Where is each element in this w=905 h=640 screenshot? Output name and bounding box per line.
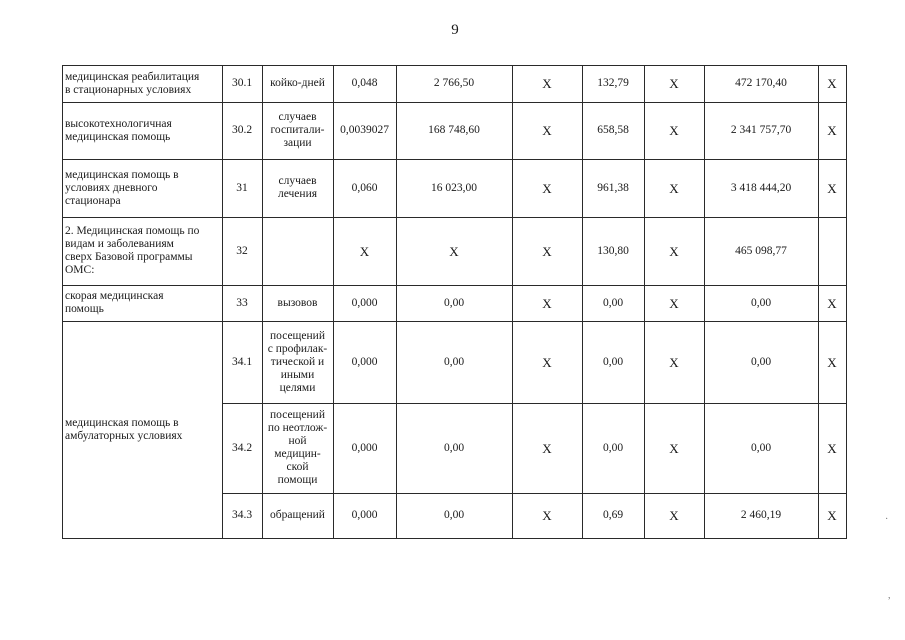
row-unit-cell-line: лечения — [277, 188, 318, 200]
table-vline — [512, 65, 513, 539]
row-c1-cell — [515, 496, 579, 535]
row-cost-cell — [399, 105, 509, 156]
row-unit-cell-line: посещений — [270, 329, 325, 342]
row-c2-cell-line: 0,00 — [602, 355, 624, 368]
table-hline — [62, 102, 847, 103]
row-norm-cell — [336, 162, 393, 214]
row-c3-cell-line: X — [669, 508, 679, 523]
row-cost-cell-line: X — [449, 243, 459, 259]
row-norm-cell-line: 0,000 — [351, 355, 378, 368]
row-c4-cell-line: 0,00 — [750, 296, 772, 309]
table-hline — [62, 159, 847, 160]
row-c1-cell-line: X — [542, 295, 552, 311]
row-norm-cell-line: 0,000 — [351, 441, 378, 454]
row-c2-cell — [585, 288, 641, 318]
row-name-cell-line: помощь — [65, 303, 104, 315]
row-c2-cell-line: 961,38 — [597, 181, 629, 194]
row-unit-cell — [265, 105, 330, 156]
row-unit-cell-line: случаев — [278, 175, 317, 187]
row-c2-cell-line: 658,58 — [597, 124, 629, 136]
row-name-cell-line: стационара — [65, 194, 121, 207]
row-c2-cell — [585, 324, 641, 400]
row-name-cell — [65, 105, 219, 156]
row-unit-cell — [265, 68, 330, 99]
table-hline — [62, 217, 847, 218]
row-norm-cell — [336, 288, 393, 318]
table-vline — [704, 65, 705, 539]
row-name-cell-line: видам и заболеваниям — [65, 238, 174, 250]
row-c5-cell — [821, 288, 843, 318]
data-table — [62, 65, 846, 538]
row-c4-cell — [707, 162, 815, 214]
row-code-cell-line: 33 — [236, 296, 248, 309]
row-c1-cell — [515, 105, 579, 156]
row-cost-cell-line: 16 023,00 — [431, 181, 477, 194]
row-name-cell-line: ОМС: — [65, 264, 95, 276]
row-cost-cell-line: 0,00 — [443, 441, 465, 454]
row-norm-cell-line: 0,048 — [351, 77, 378, 89]
row-cost-cell-line: 0,00 — [443, 509, 465, 521]
scan-mark: , — [888, 590, 891, 601]
row-c5-cell — [821, 68, 843, 99]
table-vline — [846, 65, 847, 539]
row-code-cell-line: 30.2 — [231, 124, 253, 136]
row-norm-cell-line: X — [359, 243, 370, 259]
table-hline — [222, 403, 847, 404]
merged-name-cell-line: медицинская помощь в — [65, 416, 179, 429]
row-c3-cell — [647, 496, 701, 535]
row-name-cell-line: медицинская помощь в — [65, 168, 179, 181]
row-c4-cell — [707, 220, 815, 282]
row-c3-cell — [647, 288, 701, 318]
row-unit-cell — [265, 162, 330, 214]
row-unit-cell-line: койко-дней — [270, 77, 325, 89]
row-unit-cell-line: тической и — [270, 355, 325, 368]
row-norm-cell-line: 0,060 — [351, 181, 378, 194]
table-vline — [62, 65, 63, 539]
row-unit-cell-line: ной — [288, 435, 307, 447]
row-c1-cell-line: X — [542, 440, 552, 456]
row-name-cell — [65, 220, 219, 282]
row-code-cell — [225, 324, 259, 400]
row-c5-cell — [821, 105, 843, 156]
row-c2-cell — [585, 220, 641, 282]
row-c4-cell-line: 472 170,40 — [735, 77, 787, 89]
row-c4-cell — [707, 406, 815, 490]
table-hline — [62, 65, 847, 66]
row-cost-cell-line: 0,00 — [443, 355, 465, 368]
scan-mark: · — [885, 514, 889, 525]
merged-name-cell-line: амбулаторных условиях — [65, 429, 183, 442]
row-code-cell — [225, 162, 259, 214]
row-norm-cell — [336, 406, 393, 490]
row-c4-cell — [707, 288, 815, 318]
row-code-cell — [225, 496, 259, 535]
row-cost-cell — [399, 406, 509, 490]
row-cost-cell — [399, 288, 509, 318]
table-vline — [222, 65, 223, 539]
row-c3-cell — [647, 406, 701, 490]
row-c1-cell-line: X — [542, 508, 552, 523]
row-code-cell-line: 34.3 — [231, 509, 253, 521]
table-vline — [333, 65, 334, 539]
row-name-cell — [65, 288, 219, 318]
row-unit-cell — [265, 406, 330, 490]
table-vline — [582, 65, 583, 539]
row-c2-cell-line: 0,69 — [602, 509, 624, 521]
row-c4-cell-line: 2 341 757,70 — [730, 124, 792, 136]
row-c1-cell-line: X — [542, 243, 552, 259]
row-norm-cell-line: 0,0039027 — [340, 124, 389, 136]
row-c3-cell-line: X — [669, 76, 679, 91]
row-c4-cell — [707, 324, 815, 400]
row-c5-cell-line: X — [827, 295, 837, 311]
row-c3-cell-line: X — [669, 123, 679, 138]
row-c3-cell-line: X — [669, 440, 679, 456]
row-c3-cell-line: X — [669, 295, 679, 311]
row-c4-cell-line: 2 460,19 — [740, 509, 782, 521]
row-name-cell-line: условиях дневного — [65, 181, 158, 194]
row-cost-cell — [399, 162, 509, 214]
row-name-cell-line: 2. Медицинская помощь по — [65, 225, 200, 237]
page-number: 9 — [451, 22, 459, 38]
row-unit-cell-line: случаев — [278, 111, 317, 123]
row-c1-cell — [515, 220, 579, 282]
row-c3-cell-line: X — [669, 243, 679, 259]
row-cost-cell — [399, 324, 509, 400]
row-unit-cell-line: иными — [280, 368, 315, 381]
row-c2-cell — [585, 162, 641, 214]
row-c1-cell — [515, 324, 579, 400]
row-c3-cell — [647, 105, 701, 156]
row-code-cell — [225, 68, 259, 99]
row-c5-cell-line: X — [827, 354, 837, 370]
table-hline — [222, 493, 847, 494]
row-cost-cell — [399, 220, 509, 282]
row-unit-cell-line: целями — [279, 381, 316, 394]
merged-name-cell — [65, 324, 219, 535]
row-c5-cell-line: X — [827, 76, 837, 91]
row-cost-cell — [399, 68, 509, 99]
table-vline — [644, 65, 645, 539]
row-c4-cell — [707, 105, 815, 156]
row-unit-cell — [265, 288, 330, 318]
row-c4-cell-line: 0,00 — [750, 355, 772, 368]
row-unit-cell-line: по неотлож- — [267, 422, 328, 434]
row-c5-cell — [821, 162, 843, 214]
row-c1-cell — [515, 68, 579, 99]
row-c5-cell-line: X — [827, 508, 837, 523]
row-c4-cell — [707, 68, 815, 99]
row-name-cell-line: высокотехнологичная — [65, 117, 172, 130]
row-unit-cell-line: обращений — [270, 509, 325, 521]
row-unit-cell — [265, 496, 330, 535]
row-norm-cell — [336, 220, 393, 282]
row-name-cell-line: скорая медицинская — [65, 290, 164, 302]
row-c3-cell-line: X — [669, 180, 679, 196]
row-name-cell-line: в стационарных условиях — [65, 83, 192, 96]
row-c3-cell — [647, 162, 701, 214]
table-vline — [262, 65, 263, 539]
row-c5-cell — [821, 406, 843, 490]
row-name-cell — [65, 162, 219, 214]
row-cost-cell — [399, 496, 509, 535]
row-cost-cell-line: 2 766,50 — [433, 77, 475, 89]
row-c2-cell-line: 132,79 — [597, 77, 629, 89]
row-c5-cell-line: X — [827, 180, 837, 196]
row-code-cell-line: 32 — [236, 244, 248, 257]
row-name-cell-line: медицинская помощь — [65, 130, 171, 143]
row-c2-cell — [585, 105, 641, 156]
row-unit-cell-line: с профилак- — [267, 342, 328, 355]
row-c1-cell — [515, 288, 579, 318]
row-code-cell — [225, 220, 259, 282]
table-hline — [62, 285, 847, 286]
row-c4-cell-line: 465 098,77 — [735, 244, 787, 257]
row-unit-cell-line: посещений — [270, 409, 325, 421]
row-name-cell-line: сверх Базовой программы — [65, 251, 193, 263]
table-hline — [62, 321, 847, 322]
table-vline — [818, 65, 819, 539]
row-c2-cell-line: 130,80 — [597, 244, 629, 257]
row-name-cell-line: медицинская реабилитация — [65, 70, 200, 83]
row-unit-cell-line: помощи — [277, 474, 318, 486]
row-c2-cell — [585, 406, 641, 490]
row-cost-cell-line: 168 748,60 — [428, 124, 480, 136]
row-norm-cell — [336, 496, 393, 535]
row-c1-cell-line: X — [542, 180, 552, 196]
row-code-cell-line: 30.1 — [231, 77, 253, 89]
row-c2-cell-line: 0,00 — [602, 296, 624, 309]
row-c1-cell-line: X — [542, 76, 552, 91]
row-c1-cell — [515, 406, 579, 490]
row-code-cell-line: 31 — [236, 181, 248, 194]
row-name-cell — [65, 68, 219, 99]
row-norm-cell — [336, 68, 393, 99]
row-norm-cell-line: 0,000 — [351, 296, 378, 309]
row-norm-cell — [336, 105, 393, 156]
row-code-cell-line: 34.1 — [231, 355, 253, 368]
row-unit-cell-line: ской — [286, 461, 309, 473]
row-unit-cell — [265, 324, 330, 400]
row-code-cell-line: 34.2 — [231, 441, 253, 454]
row-c5-cell — [821, 324, 843, 400]
row-c1-cell-line: X — [542, 123, 552, 138]
row-c1-cell-line: X — [542, 354, 552, 370]
row-c3-cell — [647, 68, 701, 99]
row-c2-cell — [585, 496, 641, 535]
row-c5-cell — [821, 496, 843, 535]
row-c1-cell — [515, 162, 579, 214]
row-c2-cell-line: 0,00 — [602, 441, 624, 454]
row-cost-cell-line: 0,00 — [443, 296, 465, 309]
row-c2-cell — [585, 68, 641, 99]
row-unit-cell-line: медицин- — [274, 448, 321, 460]
row-c4-cell — [707, 496, 815, 535]
row-c3-cell — [647, 324, 701, 400]
row-c5-cell-line: X — [827, 123, 837, 138]
row-c5-cell-line: X — [827, 440, 837, 456]
table-vline — [396, 65, 397, 539]
row-code-cell — [225, 406, 259, 490]
table-hline — [62, 538, 847, 539]
row-c3-cell-line: X — [669, 354, 679, 370]
row-unit-cell-line: зации — [283, 137, 312, 149]
row-norm-cell — [336, 324, 393, 400]
row-c4-cell-line: 3 418 444,20 — [730, 181, 792, 194]
row-unit-cell-line: вызовов — [277, 296, 318, 309]
row-code-cell — [225, 105, 259, 156]
row-code-cell — [225, 288, 259, 318]
row-norm-cell-line: 0,000 — [351, 509, 378, 521]
row-c4-cell-line: 0,00 — [750, 441, 772, 454]
row-unit-cell-line: госпитали- — [270, 124, 325, 136]
row-c3-cell — [647, 220, 701, 282]
